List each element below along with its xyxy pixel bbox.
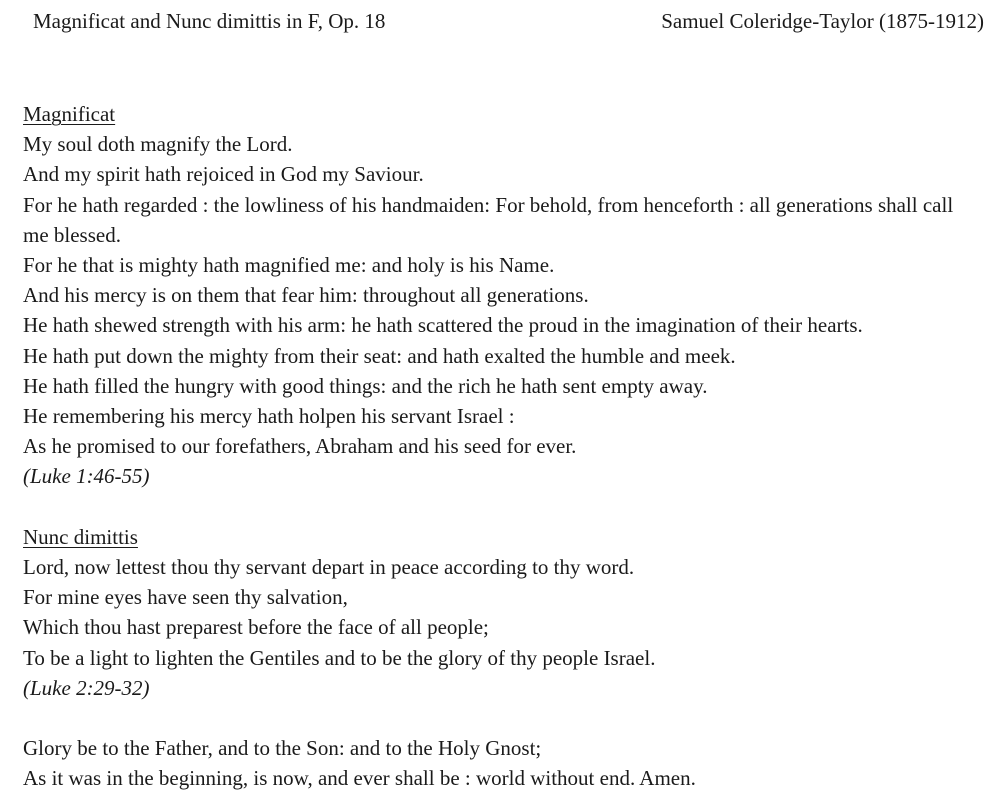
text-line: For he hath regarded : the lowliness of his handmaiden: For behold, from henceforth : all generations shall call me blessed. — [23, 192, 954, 247]
magnificat-heading: Magnificat — [23, 102, 116, 126]
composer-name: Samuel Coleridge-Taylor (1875-1912) — [661, 9, 984, 33]
text-line: He hath shewed strength with his arm: he hath scattered the proud in the imagination of their hearts. — [23, 313, 863, 338]
nunc-dimittis-citation: (Luke 2:29-32) — [23, 675, 150, 700]
text-line: He hath filled the hungry with good things: and the rich he hath sent empty away. — [23, 373, 708, 398]
text-line: Lord, now lettest thou thy servant depart in peace according to thy word. — [23, 555, 635, 580]
text-line: For mine eyes have seen thy salvation, — [23, 585, 348, 610]
text-line: My soul doth magnify the Lord. — [23, 132, 293, 157]
text-line: He remembering his mercy hath holpen his servant Israel : — [23, 404, 515, 429]
text-line: To be a light to lighten the Gentiles and to be the glory of thy people Israel. — [23, 645, 656, 670]
text-line: And his mercy is on them that fear him: throughout all generations. — [23, 283, 589, 308]
nunc-dimittis-heading: Nunc dimittis — [23, 524, 138, 549]
text-line: As he promised to our forefathers, Abraham and his seed for ever. — [23, 434, 577, 459]
text-line: As it was in the beginning, is now, and ever shall be : world without end. Amen. — [23, 766, 696, 791]
text-line: He hath put down the mighty from their seat: and hath exalted the humble and meek. — [23, 343, 736, 368]
section-spacer — [23, 703, 963, 733]
text-line: And my spirit hath rejoiced in God my Saviour. — [23, 162, 424, 187]
work-title: Magnificat and Nunc dimittis in F, Op. 18 — [33, 9, 386, 33]
gloria-section — [23, 733, 963, 793]
text-line: Glory be to the Father, and to the Son: and to the Holy Gnost; — [23, 736, 542, 761]
magnificat-section — [23, 99, 963, 492]
section-spacer — [23, 492, 963, 522]
text-line: For he that is mighty hath magnified me: and holy is his Name. — [23, 253, 555, 278]
text-line: Which thou hast preparest before the face of all people; — [23, 615, 489, 640]
page-header — [0, 6, 1002, 36]
nunc-dimittis-section — [23, 522, 963, 703]
text-body — [23, 99, 963, 794]
magnificat-citation: (Luke 1:46-55) — [23, 464, 150, 489]
